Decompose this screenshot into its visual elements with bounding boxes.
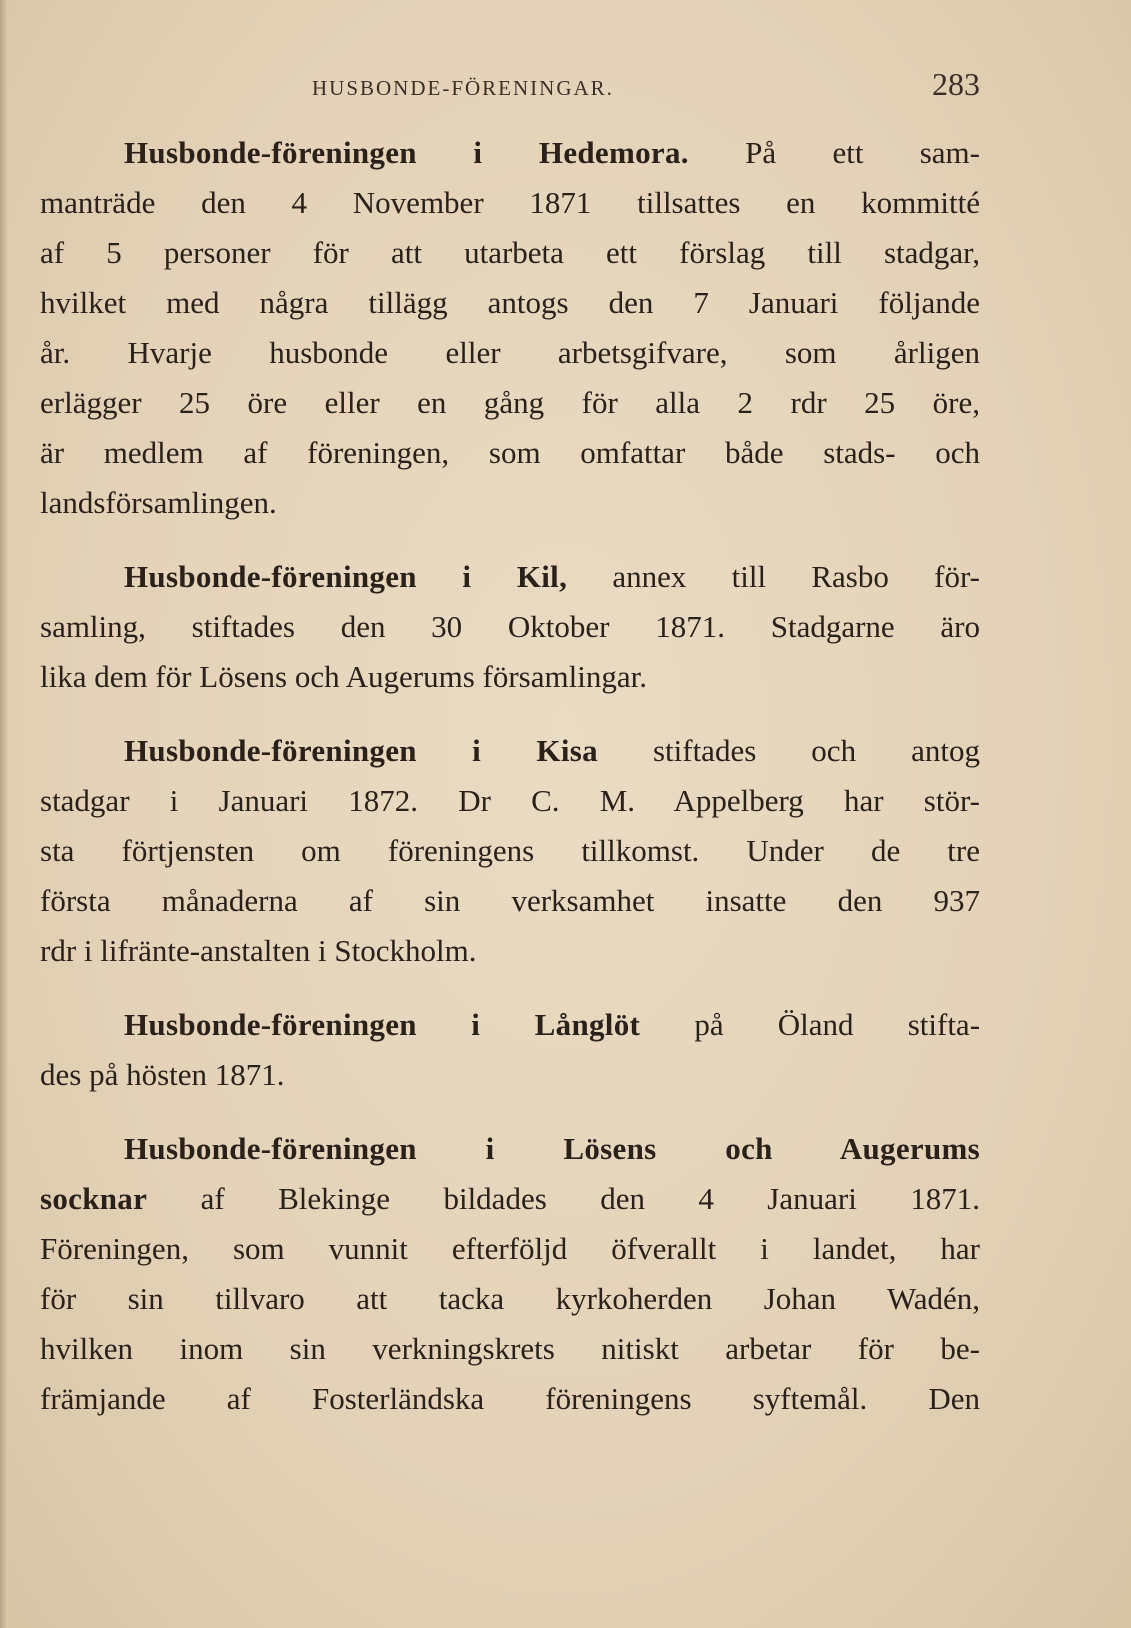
text-line: lika dem för Lösens och Augerums församlingar. <box>40 659 647 694</box>
text-line: manträde den 4 November 1871 tillsattes en kommitté <box>40 185 980 220</box>
text-line: sta förtjensten om föreningens tillkomst. Under de tre <box>40 833 980 868</box>
text-line: Husbonde-föreningen i Kisa stiftades och antog <box>124 733 980 768</box>
text-line: för sin tillvaro att tacka kyrkoherden Johan Wadén, <box>40 1281 980 1316</box>
text-line: Föreningen, som vunnit efterföljd öfverallt i landet, har <box>40 1231 980 1266</box>
text-line: Husbonde-föreningen i Långlöt på Öland stifta- <box>124 1007 980 1042</box>
paragraph-hedemora <box>40 128 980 528</box>
text-line: rdr i lifränte-anstalten i Stockholm. <box>40 933 477 968</box>
text-line: hvilket med några tillägg antogs den 7 Januari följande <box>40 285 980 320</box>
text-line: första månaderna af sin verksamhet insatte den 937 <box>40 883 980 918</box>
page-header <box>40 66 980 106</box>
paragraph-losen-augerum <box>40 1124 980 1424</box>
text-line: Husbonde-föreningen i Kil, annex till Rasbo för- <box>124 559 980 594</box>
paragraph-kisa <box>40 726 980 976</box>
text-line <box>40 1124 980 1174</box>
text-line: är medlem af föreningen, som omfattar både stads- och <box>40 435 980 470</box>
paragraph-langlot <box>40 1000 980 1100</box>
entry-heading: Husbonde-föreningen i Långlöt <box>124 1007 641 1042</box>
page-gutter-edge <box>0 0 8 1628</box>
entry-heading: Husbonde-föreningen i Kil, <box>124 559 568 594</box>
entry-heading: Husbonde-föreningen i Hedemora. <box>124 135 689 170</box>
entry-heading: Husbonde-föreningen i Lösens och Augerums <box>124 1131 980 1166</box>
text-line: Husbonde-föreningen i Hedemora. På ett sam- <box>124 135 980 170</box>
text-line: främjande af Fosterländska föreningens syftemål. Den <box>40 1381 980 1416</box>
page-number: 283 <box>932 66 980 102</box>
text-line: af 5 personer för att utarbeta ett förslag till stadgar, <box>40 235 980 270</box>
paragraph-kil <box>40 552 980 702</box>
running-head: HUSBONDE-FÖRENINGAR. <box>312 76 614 100</box>
entry-heading-continued: socknar <box>40 1181 148 1216</box>
text-line: erlägger 25 öre eller en gång för alla 2 rdr 25 öre, <box>40 385 980 420</box>
text-line: hvilken inom sin verkningskrets nitiskt arbetar för be- <box>40 1331 980 1366</box>
text-line: des på hösten 1871. <box>40 1057 285 1092</box>
entry-heading: Husbonde-föreningen i Kisa <box>124 733 598 768</box>
text-line: samling, stiftades den 30 Oktober 1871. Stadgarne äro <box>40 609 980 644</box>
text-line: landsförsamlingen. <box>40 485 277 520</box>
text-line: år. Hvarje husbonde eller arbetsgifvare, som årligen <box>40 335 980 370</box>
body-text <box>40 128 980 1448</box>
text-line: socknar af Blekinge bildades den 4 Januari 1871. <box>40 1181 980 1216</box>
text-line: stadgar i Januari 1872. Dr C. M. Appelberg har stör- <box>40 783 980 818</box>
